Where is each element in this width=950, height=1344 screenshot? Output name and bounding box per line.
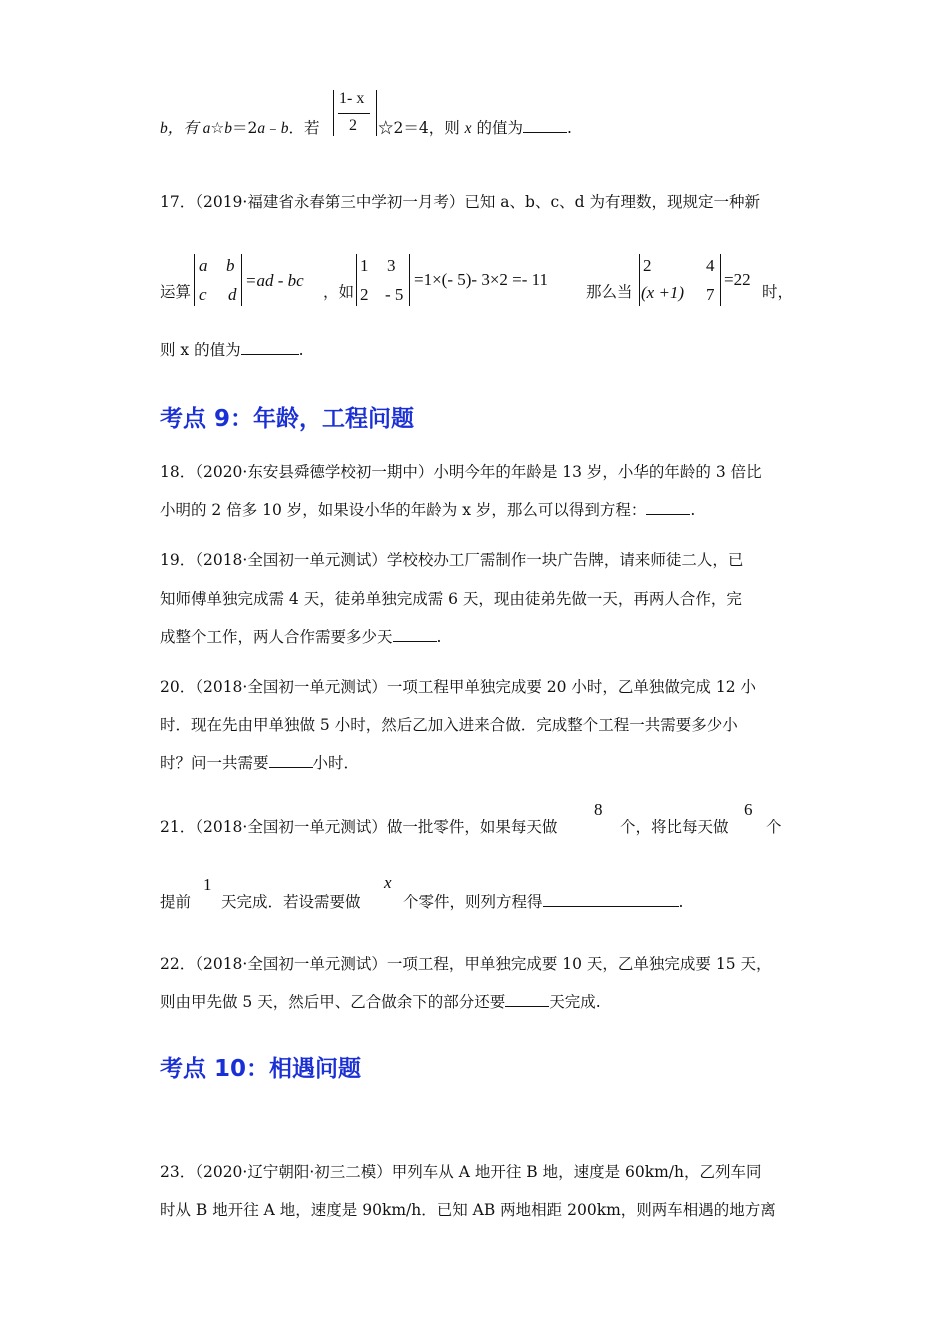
answer-blank xyxy=(269,753,313,768)
answer-blank xyxy=(505,992,549,1007)
section-heading-10: 考点 10：相遇问题 xyxy=(160,1056,362,1082)
answer-blank xyxy=(241,340,299,355)
section-heading-9: 考点 9：年龄，工程问题 xyxy=(160,406,415,432)
answer-blank xyxy=(523,118,567,133)
answer-blank xyxy=(393,627,437,642)
answer-blank xyxy=(543,892,679,907)
answer-blank xyxy=(646,500,690,515)
